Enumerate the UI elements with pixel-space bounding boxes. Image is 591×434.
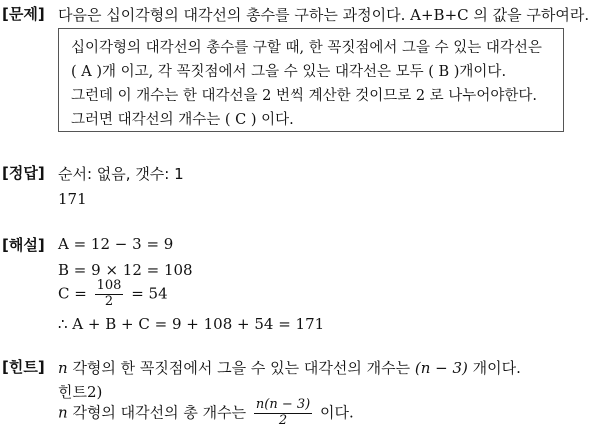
hint-var-n: n (58, 359, 68, 377)
solution-line-a: A = 12 − 3 = 9 (58, 235, 174, 253)
answer-tag: [정답] (2, 164, 45, 182)
hint-fraction (254, 398, 312, 429)
hint-suffix-1: 개이다. (467, 359, 521, 377)
box-line-1: 십이각형의 대각선의 총수를 구할 때, 한 꼭짓점에서 그을 수 있는 대각선은 (71, 40, 542, 56)
fraction-denominator: 2 (104, 293, 114, 309)
solution-line-b: B = 9 × 12 = 108 (58, 261, 193, 279)
box-line-3: 그런데 이 개수는 한 대각선을 2 번씩 계산한 것이므로 2 로 나누어야한다. (71, 88, 537, 104)
box-line-4: 그러면 대각선의 개수는 ( C ) 이다. (71, 112, 294, 128)
hint-tag: [힌트] (2, 358, 45, 376)
answer-meta: 순서: 없음, 갯수: 1 (58, 165, 184, 183)
hint-line-2: 힌트2) (58, 383, 103, 401)
solution-line-c-suffix: = 54 (131, 284, 168, 303)
hint-fraction-denominator: 2 (278, 412, 288, 428)
hint-line-1 (58, 357, 521, 378)
hint-expr-1: (n − 3) (414, 359, 468, 377)
problem-statement: 다음은 십이각형의 대각선의 총수를 구하는 과정이다. A+B+C 의 값을 구하여라. (58, 6, 590, 24)
hint-line-3 (58, 398, 354, 429)
hint-suffix-3: 이다. (315, 403, 354, 422)
fraction-numerator: 108 (96, 278, 122, 293)
answer-value: 171 (58, 190, 87, 208)
hint-text-1: 각형의 한 꼭짓점에서 그을 수 있는 대각선의 개수는 (67, 359, 415, 377)
problem-box (58, 28, 564, 132)
solution-line-c (58, 279, 168, 310)
solution-tag: [해설] (2, 236, 45, 254)
hint-text-3: 각형의 대각선의 총 개수는 (67, 403, 251, 422)
solution-line-c-fraction (95, 279, 124, 310)
problem-tag: [문제] (2, 5, 45, 23)
hint-fraction-numerator: n(n − 3) (255, 397, 311, 412)
solution-line-sum: ∴ A + B + C = 9 + 108 + 54 = 171 (58, 315, 325, 333)
box-line-2: ( A )개 이고, 각 꼭짓점에서 그을 수 있는 대각선은 모두 ( B )개이다. (71, 64, 507, 80)
hint-var-n-2: n (58, 403, 68, 422)
solution-line-c-prefix: C = (58, 284, 87, 303)
